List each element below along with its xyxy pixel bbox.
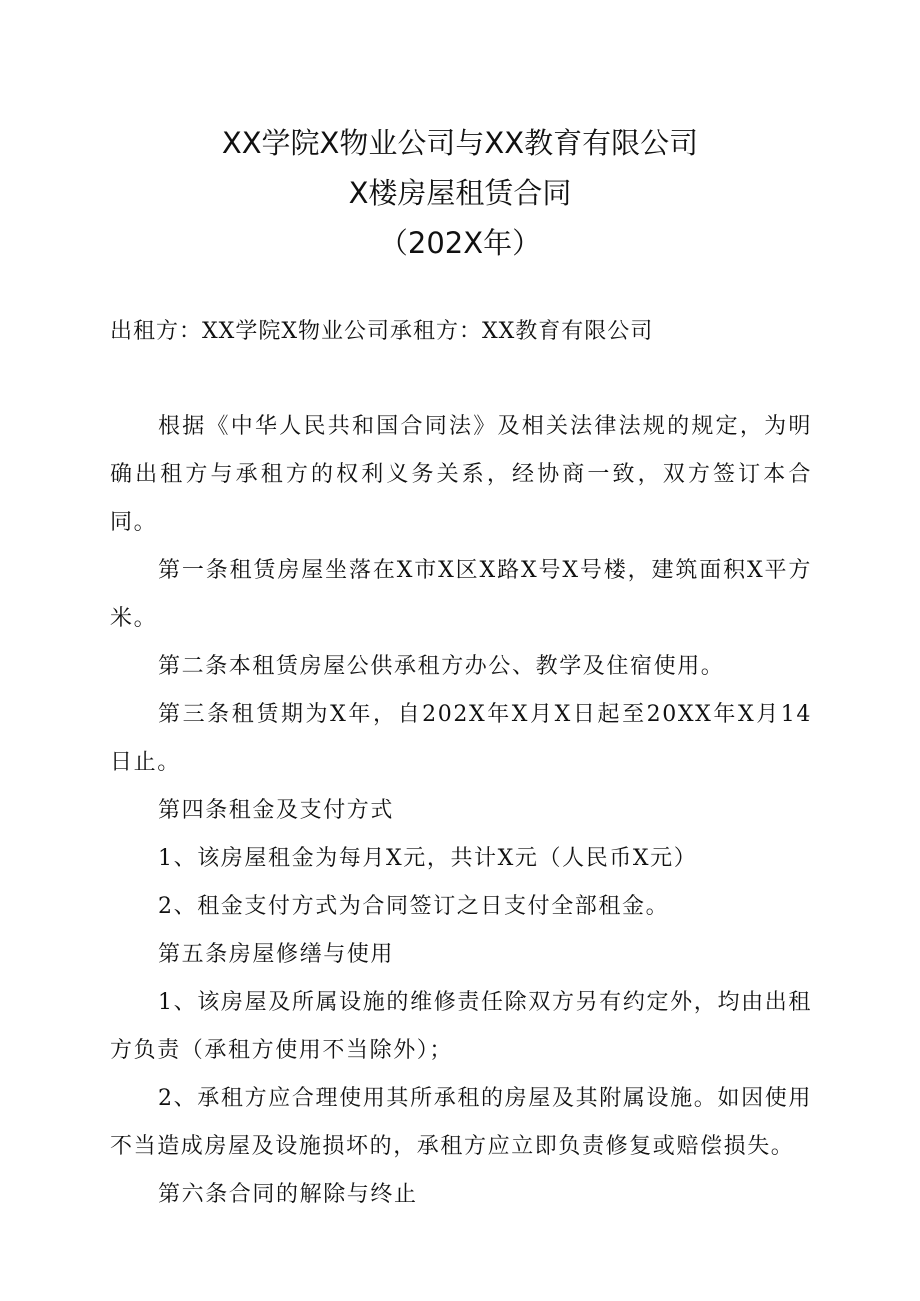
paragraph-article-6-heading: 第六条合同的解除与终止: [158, 1182, 418, 1207]
paragraph-article-5-heading: 第五条房屋修缮与使用: [158, 942, 395, 967]
document-title: [0, 118, 920, 268]
paragraph-article-1: 第一条租赁房屋坐落在X市X区X路X号X号楼，建筑面积X平方米。: [110, 558, 812, 631]
paragraph-article-4-item-1: 1、该房屋租金为每月X元，共计X元（人民币X元）: [158, 846, 698, 871]
title-line-1: XX学院X物业公司与XX教育有限公司: [221, 126, 699, 160]
paragraph-article-5-item-1: 1、该房屋及所属设施的维修责任除双方另有约定外，均由出租方负责（承租方使用不当除外）；: [110, 990, 812, 1063]
paragraph-article-2: 第二条本租赁房屋公供承租方办公、教学及住宿使用。: [158, 654, 725, 679]
contract-body: [110, 403, 812, 1219]
paragraph-article-4-item-2: 2、租金支付方式为合同签订之日支付全部租金。: [158, 894, 670, 919]
paragraph-article-5-item-2: 2、承租方应合理使用其所承租的房屋及其附属设施。如因使用不当造成房屋及设施损坏的，承租方应立即负责修复或赔偿损失。: [110, 1086, 812, 1159]
title-line-3: （202X年）: [378, 226, 542, 260]
paragraph-preamble: 根据《中华人民共和国合同法》及相关法律法规的规定，为明确出租方与承租方的权利义务关系，经协商一致，双方签订本合同。: [110, 414, 812, 535]
paragraph-article-3: 第三条租赁期为X年，自202X年X月X日起至20XX年X月14日止。: [110, 702, 812, 775]
contract-parties: 出租方：XX学院X物业公司承租方：XX教育有限公司: [110, 319, 654, 344]
paragraph-article-4-heading: 第四条租金及支付方式: [158, 798, 395, 823]
title-line-2: X楼房屋租赁合同: [348, 176, 572, 210]
